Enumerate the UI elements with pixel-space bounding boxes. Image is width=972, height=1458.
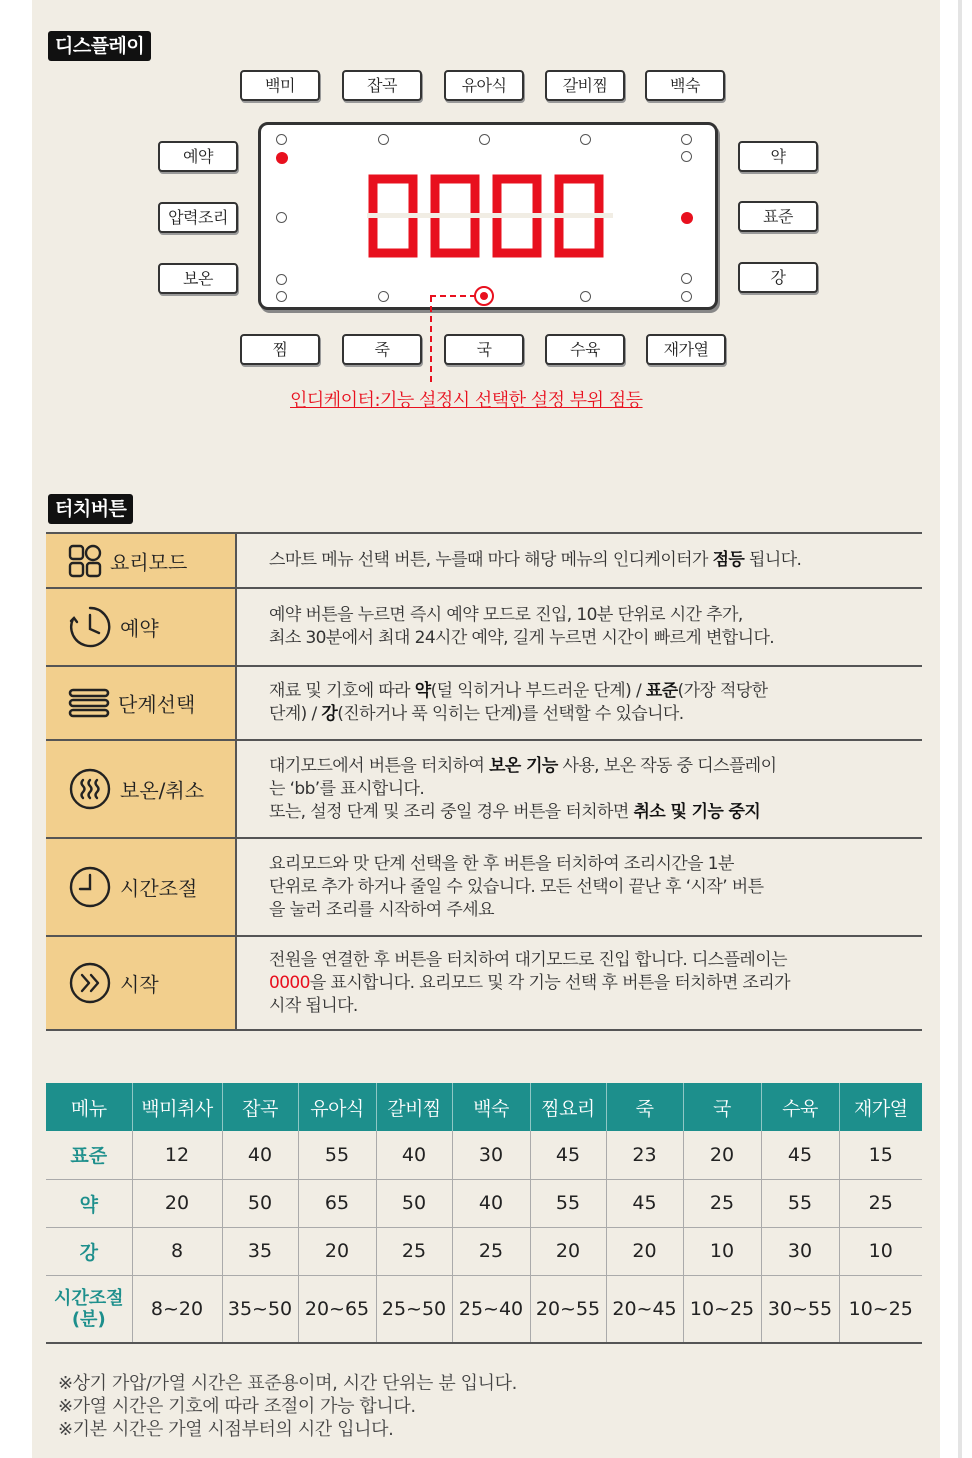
cooking-time-table: [46, 1083, 922, 1344]
table-row: [46, 588, 922, 666]
desc-text: 는 ‘bb’를 표시합니다.: [269, 778, 425, 799]
indicator-lit-dot: [681, 212, 693, 224]
table-cell: 20: [530, 1227, 606, 1275]
header-cell: 죽: [606, 1083, 683, 1131]
grid-icon: [68, 544, 102, 578]
footnote: ※기본 시간은 가열 시점부터의 시간 입니다.: [58, 1419, 394, 1440]
desc-text: (가장 적당한: [677, 681, 768, 701]
touch-button-table: [46, 532, 922, 1031]
indicator-hole: [276, 134, 287, 145]
row-label: 강: [46, 1227, 132, 1275]
label-suyuk: 수육: [545, 334, 625, 365]
label-strong: 강: [738, 262, 818, 293]
header-cell: 재가열: [839, 1083, 922, 1131]
label-reserve: 예약: [158, 141, 238, 172]
table-row: [46, 1179, 922, 1227]
desc-bold: 취소 및 기능 중지: [633, 801, 761, 822]
table-cell: 45: [606, 1179, 683, 1227]
header-cell: 국: [683, 1083, 761, 1131]
touch-label-cell: [46, 588, 236, 666]
table-cell: 25: [452, 1227, 530, 1275]
touch-label: 보온/취소: [120, 778, 205, 803]
label-juk: 죽: [342, 334, 422, 365]
touch-label-cell: [46, 936, 236, 1030]
row-label: [46, 1275, 132, 1343]
desc-text: 재료 및 기호에 따라: [269, 681, 415, 701]
footnote: ※상기 가압/가열 시간은 표준용이며, 시간 단위는 분 입니다.: [58, 1373, 517, 1394]
desc-text: 을 눌러 조리를 시작하여 주세요: [269, 899, 494, 920]
touch-section-title: 터치버튼: [48, 494, 133, 524]
table-cell: 25~40: [452, 1275, 530, 1343]
adjust-label: 시간조절: [53, 1287, 124, 1309]
table-cell: 30: [761, 1227, 839, 1275]
table-cell: 50: [222, 1179, 298, 1227]
touch-label: 시작: [120, 972, 159, 997]
touch-label: 요리모드: [110, 550, 188, 574]
desc-text: 또는, 설정 단계 및 조리 중일 경우 버튼을 터치하면: [269, 801, 634, 822]
table-row: [46, 666, 922, 740]
label-weak: 약: [738, 141, 818, 172]
display-section-title: 디스플레이: [48, 31, 151, 61]
indicator-hole: [276, 212, 287, 223]
touch-description: [236, 936, 922, 1030]
label-baeksuk: 백숙: [645, 70, 725, 101]
table-cell: 23: [606, 1131, 683, 1179]
table-cell: 8: [132, 1227, 222, 1275]
table-row: [46, 936, 922, 1030]
table-cell: 20: [683, 1131, 761, 1179]
layers-icon: [68, 688, 110, 718]
header-cell: 찜요리: [530, 1083, 606, 1131]
touch-description: [236, 588, 922, 666]
start-icon: [68, 961, 112, 1005]
table-cell: 25: [839, 1179, 922, 1227]
header-cell: 백숙: [452, 1083, 530, 1131]
table-cell: 20~45: [606, 1275, 683, 1343]
indicator-hole: [580, 291, 591, 302]
table-row: [46, 838, 922, 936]
table-cell: 15: [839, 1131, 922, 1179]
label-galbijjim: 갈비찜: [545, 70, 625, 101]
indicator-pointer-line: [430, 295, 476, 297]
table-cell: 30~55: [761, 1275, 839, 1343]
table-cell: 8~20: [132, 1275, 222, 1343]
indicator-hole: [378, 291, 389, 302]
table-cell: 35: [222, 1227, 298, 1275]
indicator-hole: [479, 134, 490, 145]
desc-text: 됩니다.: [744, 550, 802, 570]
table-cell: 20: [606, 1227, 683, 1275]
touch-label-cell: [46, 533, 236, 588]
indicator-caption: 인디케이터:기능 설정시 선택한 설정 부위 점등: [290, 390, 643, 411]
desc-text: 을 표시합니다. 요리모드 및 각 기능 선택 후 버튼을 터치하면 조리가: [309, 972, 790, 993]
table-row: [46, 1131, 922, 1179]
touch-label: 시간조절: [120, 876, 198, 901]
desc-bold: 표준: [645, 681, 678, 701]
table-cell: 10: [683, 1227, 761, 1275]
desc-bold: 보온 기능: [489, 755, 558, 776]
desc-text: 전원을 연결한 후 버튼을 터치하여 대기모드로 진입 합니다. 디스플레이는: [269, 949, 787, 970]
desc-text: (덜 익히거나 부드러운 단계) /: [430, 681, 646, 701]
table-cell: 55: [761, 1179, 839, 1227]
table-cell: 55: [298, 1131, 376, 1179]
indicator-hole: [681, 151, 692, 162]
label-keepwarm: 보온: [158, 263, 238, 294]
adjust-unit: (분): [71, 1308, 106, 1330]
desc-bold: 약: [414, 681, 431, 701]
header-cell: 잡곡: [222, 1083, 298, 1131]
heat-icon: [68, 767, 112, 811]
table-cell: 45: [761, 1131, 839, 1179]
table-cell: 20: [132, 1179, 222, 1227]
indicator-hole: [378, 134, 389, 145]
table-cell: 20: [298, 1227, 376, 1275]
touch-description: [236, 740, 922, 838]
footnotes: [58, 1372, 517, 1441]
table-cell: 35~50: [222, 1275, 298, 1343]
touch-description: [236, 533, 922, 588]
table-cell: 40: [452, 1179, 530, 1227]
indicator-hole: [276, 291, 287, 302]
footnote: ※가열 시간은 기호에 따라 조절이 가능 합니다.: [58, 1396, 416, 1417]
desc-text: 단계) /: [269, 704, 322, 724]
table-cell: 40: [222, 1131, 298, 1179]
desc-text: 시작 됩니다.: [269, 995, 358, 1016]
desc-text: 대기모드에서 버튼을 터치하여: [269, 755, 490, 776]
table-cell: 10~25: [683, 1275, 761, 1343]
label-standard: 표준: [738, 201, 818, 232]
table-cell: 20~55: [530, 1275, 606, 1343]
touch-label-cell: [46, 740, 236, 838]
indicator-target-icon: [474, 286, 494, 306]
table-cell: 12: [132, 1131, 222, 1179]
table-cell: 20~65: [298, 1275, 376, 1343]
table-cell: 25~50: [376, 1275, 452, 1343]
indicator-hole: [276, 274, 287, 285]
table-row: [46, 1227, 922, 1275]
desc-bold: 강: [321, 704, 338, 724]
touch-label-cell: [46, 838, 236, 936]
touch-description: [236, 838, 922, 936]
indicator-lit-dot: [276, 152, 288, 164]
table-cell: 45: [530, 1131, 606, 1179]
seven-segment-digits: [367, 173, 613, 261]
desc-red-digits: 0000: [269, 972, 310, 993]
table-header-row: [46, 1083, 922, 1131]
table-row: [46, 1275, 922, 1343]
label-pressure: 압력조리: [158, 202, 238, 233]
table-row: [46, 533, 922, 588]
touch-label: 예약: [120, 616, 159, 641]
scroll-edge: [958, 0, 962, 1458]
label-japgok: 잡곡: [342, 70, 422, 101]
clock-icon: [68, 605, 112, 649]
label-jjim: 찜: [240, 334, 320, 365]
label-reheat: 재가열: [646, 334, 726, 365]
table-cell: 40: [376, 1131, 452, 1179]
touch-label: 단계선택: [118, 692, 196, 717]
touch-description: [236, 666, 922, 740]
timer-icon: [68, 865, 112, 909]
indicator-hole: [580, 134, 591, 145]
desc-text: (진하거나 푹 익히는 단계)를 선택할 수 있습니다.: [337, 704, 684, 724]
label-baekmi: 백미: [240, 70, 320, 101]
header-cell: 유아식: [298, 1083, 376, 1131]
table-cell: 50: [376, 1179, 452, 1227]
desc-text: 사용, 보온 작동 중 디스플레이: [557, 755, 777, 776]
row-label: 약: [46, 1179, 132, 1227]
led-display-screen: [258, 122, 718, 310]
header-cell: 메뉴: [46, 1083, 132, 1131]
row-label: 표준: [46, 1131, 132, 1179]
touch-label-cell: [46, 666, 236, 740]
table-cell: 10: [839, 1227, 922, 1275]
table-cell: 55: [530, 1179, 606, 1227]
table-cell: 30: [452, 1131, 530, 1179]
desc-text: 스마트 메뉴 선택 버튼, 누를때 마다 해당 메뉴의 인디케이터가: [269, 550, 713, 570]
desc-text: 예약 버튼을 누르면 즉시 예약 모드로 진입, 10분 단위로 시간 추가,: [269, 605, 743, 625]
label-guk: 국: [444, 334, 524, 365]
table-cell: 10~25: [839, 1275, 922, 1343]
table-cell: 65: [298, 1179, 376, 1227]
indicator-pointer-line: [430, 296, 432, 382]
desc-text: 최소 30분에서 최대 24시간 예약, 길게 누르면 시간이 빠르게 변합니다.: [269, 628, 775, 648]
table-cell: 25: [376, 1227, 452, 1275]
desc-bold: 점등: [712, 550, 745, 570]
indicator-hole: [681, 134, 692, 145]
desc-text: 요리모드와 맛 단계 선택을 한 후 버튼을 터치하여 조리시간을 1분: [269, 853, 734, 874]
indicator-hole: [681, 273, 692, 284]
desc-text: 단위로 추가 하거나 줄일 수 있습니다. 모든 선택이 끝난 후 ‘시작’ 버튼: [269, 876, 764, 897]
indicator-hole: [681, 291, 692, 302]
header-cell: 백미취사: [132, 1083, 222, 1131]
header-cell: 수육: [761, 1083, 839, 1131]
header-cell: 갈비찜: [376, 1083, 452, 1131]
label-yuasik: 유아식: [444, 70, 524, 101]
table-row: [46, 740, 922, 838]
table-cell: 25: [683, 1179, 761, 1227]
